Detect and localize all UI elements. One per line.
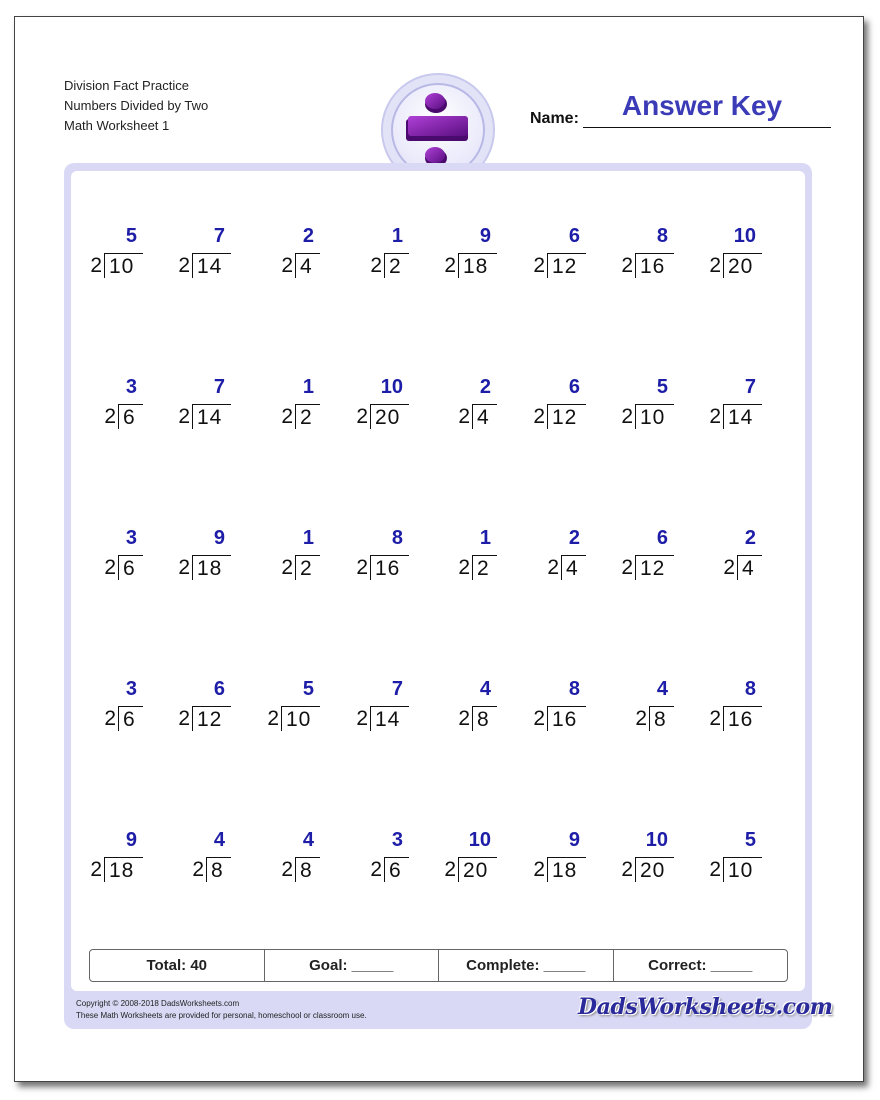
long-division-bracket: [635, 253, 674, 278]
division-problem: [594, 678, 674, 742]
divisor: 2: [104, 556, 116, 579]
dividend: 16: [640, 255, 666, 278]
divisor: 2: [533, 254, 545, 277]
long-division-bracket: [547, 253, 586, 278]
divisor: 2: [192, 858, 204, 881]
divisor: 2: [444, 858, 456, 881]
long-division-bracket: [295, 253, 320, 278]
division-problem: [682, 829, 762, 893]
quotient-answer: 6: [568, 376, 580, 398]
quotient-answer: 1: [479, 527, 491, 549]
quotient-answer: 3: [125, 678, 137, 700]
dividend: 10: [640, 406, 666, 429]
quotient-answer: 3: [125, 527, 137, 549]
division-problem: [329, 829, 409, 893]
dividend: 12: [552, 406, 578, 429]
long-division-bracket: [547, 404, 586, 429]
quotient-answer: 7: [213, 225, 225, 247]
long-division-bracket: [723, 253, 762, 278]
division-problem: [594, 527, 674, 591]
division-problem: [417, 527, 497, 591]
dividend: 20: [728, 255, 754, 278]
long-division-bracket: [472, 404, 497, 429]
dividend: 10: [286, 708, 312, 731]
division-problem: [506, 225, 586, 289]
quotient-answer: 8: [656, 225, 668, 247]
quotient-answer: 2: [479, 376, 491, 398]
divisor: 2: [370, 254, 382, 277]
long-division-bracket: [723, 706, 762, 731]
divisor: 2: [709, 858, 721, 881]
worksheet-number: Math Worksheet 1: [64, 118, 170, 133]
dividend: 12: [640, 557, 666, 580]
divisor: 2: [178, 707, 190, 730]
long-division-bracket: [723, 404, 762, 429]
dividend: 8: [477, 708, 490, 731]
worksheet-title: Division Fact Practice: [64, 78, 189, 93]
divisor: 2: [178, 556, 190, 579]
division-problem: [63, 829, 143, 893]
divisor: 2: [90, 858, 102, 881]
division-problem: [506, 829, 586, 893]
quotient-answer: 4: [213, 829, 225, 851]
long-division-bracket: [635, 404, 674, 429]
goal-cell: Goal: _____: [265, 950, 440, 981]
dividend: 20: [375, 406, 401, 429]
divisor: 2: [267, 707, 279, 730]
long-division-bracket: [295, 404, 320, 429]
quotient-answer: 7: [391, 678, 403, 700]
division-problem: [329, 376, 409, 440]
division-problem: [151, 678, 231, 742]
divisor: 2: [621, 405, 633, 428]
copyright-line: Copyright © 2008-2018 DadsWorksheets.com: [76, 999, 240, 1008]
quotient-answer: 5: [656, 376, 668, 398]
divisor: 2: [635, 707, 647, 730]
dividend: 6: [123, 557, 136, 580]
division-problem: [240, 376, 320, 440]
dividend: 20: [463, 859, 489, 882]
usage-line: These Math Worksheets are provided for personal, homeschool or classroom use.: [76, 1011, 367, 1020]
division-problem: [417, 376, 497, 440]
dividend: 18: [552, 859, 578, 882]
quotient-answer: 9: [213, 527, 225, 549]
division-problem: [682, 678, 762, 742]
division-problem: [240, 527, 320, 591]
divisor: 2: [533, 405, 545, 428]
division-problem: [682, 376, 762, 440]
division-problem: [594, 225, 674, 289]
dividend: 4: [477, 406, 490, 429]
division-problem: [240, 678, 320, 742]
long-division-bracket: [547, 706, 586, 731]
quotient-answer: 8: [391, 527, 403, 549]
dividend: 14: [197, 406, 223, 429]
long-division-bracket: [547, 857, 586, 882]
dividend: 14: [375, 708, 401, 731]
long-division-bracket: [192, 404, 231, 429]
divisor: 2: [356, 707, 368, 730]
dividend: 18: [197, 557, 223, 580]
score-bar: [89, 949, 788, 982]
divisor: 2: [533, 707, 545, 730]
long-division-bracket: [458, 253, 497, 278]
long-division-bracket: [118, 555, 143, 580]
division-problem: [329, 678, 409, 742]
divisor: 2: [356, 556, 368, 579]
long-division-bracket: [472, 706, 497, 731]
divisor: 2: [178, 254, 190, 277]
divisor: 2: [458, 707, 470, 730]
dividend: 14: [728, 406, 754, 429]
division-problem: [240, 829, 320, 893]
divisor: 2: [533, 858, 545, 881]
quotient-answer: 10: [733, 225, 756, 247]
quotient-answer: 7: [213, 376, 225, 398]
long-division-bracket: [295, 857, 320, 882]
division-problem: [151, 829, 231, 893]
dividend: 16: [728, 708, 754, 731]
dividend: 2: [300, 406, 313, 429]
quotient-answer: 9: [568, 829, 580, 851]
long-division-bracket: [370, 404, 409, 429]
brand-logo: DadsWorksheets.com: [578, 994, 833, 1020]
divisor: 2: [281, 858, 293, 881]
division-problem: [594, 829, 674, 893]
dividend: 8: [300, 859, 313, 882]
divisor: 2: [356, 405, 368, 428]
dividend: 8: [654, 708, 667, 731]
dividend: 18: [463, 255, 489, 278]
dividend: 4: [742, 557, 755, 580]
quotient-answer: 2: [744, 527, 756, 549]
divisor: 2: [444, 254, 456, 277]
dividend: 12: [552, 255, 578, 278]
long-division-bracket: [104, 253, 143, 278]
dividend: 20: [640, 859, 666, 882]
dividend: 2: [300, 557, 313, 580]
dividend: 16: [552, 708, 578, 731]
divisor: 2: [458, 556, 470, 579]
division-problem: [417, 829, 497, 893]
long-division-bracket: [295, 555, 320, 580]
long-division-bracket: [192, 555, 231, 580]
long-division-bracket: [472, 555, 497, 580]
quotient-answer: 9: [125, 829, 137, 851]
division-problem: [63, 678, 143, 742]
dividend: 10: [109, 255, 135, 278]
division-problem: [682, 225, 762, 289]
long-division-bracket: [458, 857, 497, 882]
long-division-bracket: [192, 253, 231, 278]
quotient-answer: 2: [568, 527, 580, 549]
divisor: 2: [709, 707, 721, 730]
quotient-answer: 6: [568, 225, 580, 247]
quotient-answer: 4: [479, 678, 491, 700]
quotient-answer: 5: [302, 678, 314, 700]
divisor: 2: [709, 254, 721, 277]
quotient-answer: 9: [479, 225, 491, 247]
quotient-answer: 8: [568, 678, 580, 700]
long-division-bracket: [370, 555, 409, 580]
dividend: 2: [477, 557, 490, 580]
dividend: 4: [566, 557, 579, 580]
long-division-bracket: [370, 706, 409, 731]
quotient-answer: 4: [302, 829, 314, 851]
dividend: 10: [728, 859, 754, 882]
quotient-answer: 7: [744, 376, 756, 398]
divisor: 2: [281, 556, 293, 579]
copyright-notice: [76, 998, 367, 1022]
long-division-bracket: [281, 706, 320, 731]
divisor: 2: [104, 707, 116, 730]
division-problem: [63, 225, 143, 289]
divisor: 2: [281, 254, 293, 277]
long-division-bracket: [192, 706, 231, 731]
dividend: 6: [123, 406, 136, 429]
complete-cell: Complete: _____: [439, 950, 614, 981]
dividend: 4: [300, 255, 313, 278]
long-division-bracket: [737, 555, 762, 580]
total-cell: Total: 40: [90, 950, 265, 981]
divisor: 2: [621, 858, 633, 881]
long-division-bracket: [723, 857, 762, 882]
division-problem: [63, 376, 143, 440]
long-division-bracket: [118, 706, 143, 731]
quotient-answer: 10: [380, 376, 403, 398]
division-problem: [329, 527, 409, 591]
quotient-answer: 6: [656, 527, 668, 549]
divisor: 2: [370, 858, 382, 881]
divisor: 2: [547, 556, 559, 579]
quotient-answer: 2: [302, 225, 314, 247]
long-division-bracket: [384, 253, 409, 278]
long-division-bracket: [384, 857, 409, 882]
long-division-bracket: [635, 555, 674, 580]
division-problem: [506, 376, 586, 440]
quotient-answer: 4: [656, 678, 668, 700]
division-problem: [506, 678, 586, 742]
dividend: 6: [389, 859, 402, 882]
division-problem: [506, 527, 586, 591]
quotient-answer: 8: [744, 678, 756, 700]
dividend: 6: [123, 708, 136, 731]
divisor: 2: [458, 405, 470, 428]
dividend: 2: [389, 255, 402, 278]
division-problem: [594, 376, 674, 440]
long-division-bracket: [649, 706, 674, 731]
quotient-answer: 3: [125, 376, 137, 398]
long-division-bracket: [104, 857, 143, 882]
divisor: 2: [621, 556, 633, 579]
quotient-answer: 1: [302, 527, 314, 549]
quotient-answer: 5: [125, 225, 137, 247]
divisor: 2: [723, 556, 735, 579]
dividend: 16: [375, 557, 401, 580]
quotient-answer: 1: [391, 225, 403, 247]
division-problem: [151, 225, 231, 289]
answer-key-text: Answer Key: [621, 90, 783, 121]
division-problem: [417, 678, 497, 742]
quotient-answer: 10: [645, 829, 668, 851]
divisor: 2: [281, 405, 293, 428]
divisor: 2: [709, 405, 721, 428]
division-problem: [417, 225, 497, 289]
dividend: 14: [197, 255, 223, 278]
long-division-bracket: [635, 857, 674, 882]
worksheet-subtitle: Numbers Divided by Two: [64, 98, 209, 113]
divisor: 2: [621, 254, 633, 277]
division-problem: [151, 527, 231, 591]
dividend: 12: [197, 708, 223, 731]
name-label: Name:: [530, 110, 579, 127]
dividend: 18: [109, 859, 135, 882]
division-problem: [682, 527, 762, 591]
long-division-bracket: [561, 555, 586, 580]
division-problem: [240, 225, 320, 289]
quotient-answer: 6: [213, 678, 225, 700]
quotient-answer: 10: [468, 829, 491, 851]
divisor: 2: [178, 405, 190, 428]
quotient-answer: 1: [302, 376, 314, 398]
correct-cell: Correct: _____: [648, 957, 753, 974]
quotient-answer: 3: [391, 829, 403, 851]
divisor: 2: [104, 405, 116, 428]
quotient-answer: 5: [744, 829, 756, 851]
division-problem: [151, 376, 231, 440]
long-division-bracket: [206, 857, 231, 882]
division-problem: [63, 527, 143, 591]
dividend: 8: [211, 859, 224, 882]
long-division-bracket: [118, 404, 143, 429]
divisor: 2: [90, 254, 102, 277]
division-problem: [329, 225, 409, 289]
